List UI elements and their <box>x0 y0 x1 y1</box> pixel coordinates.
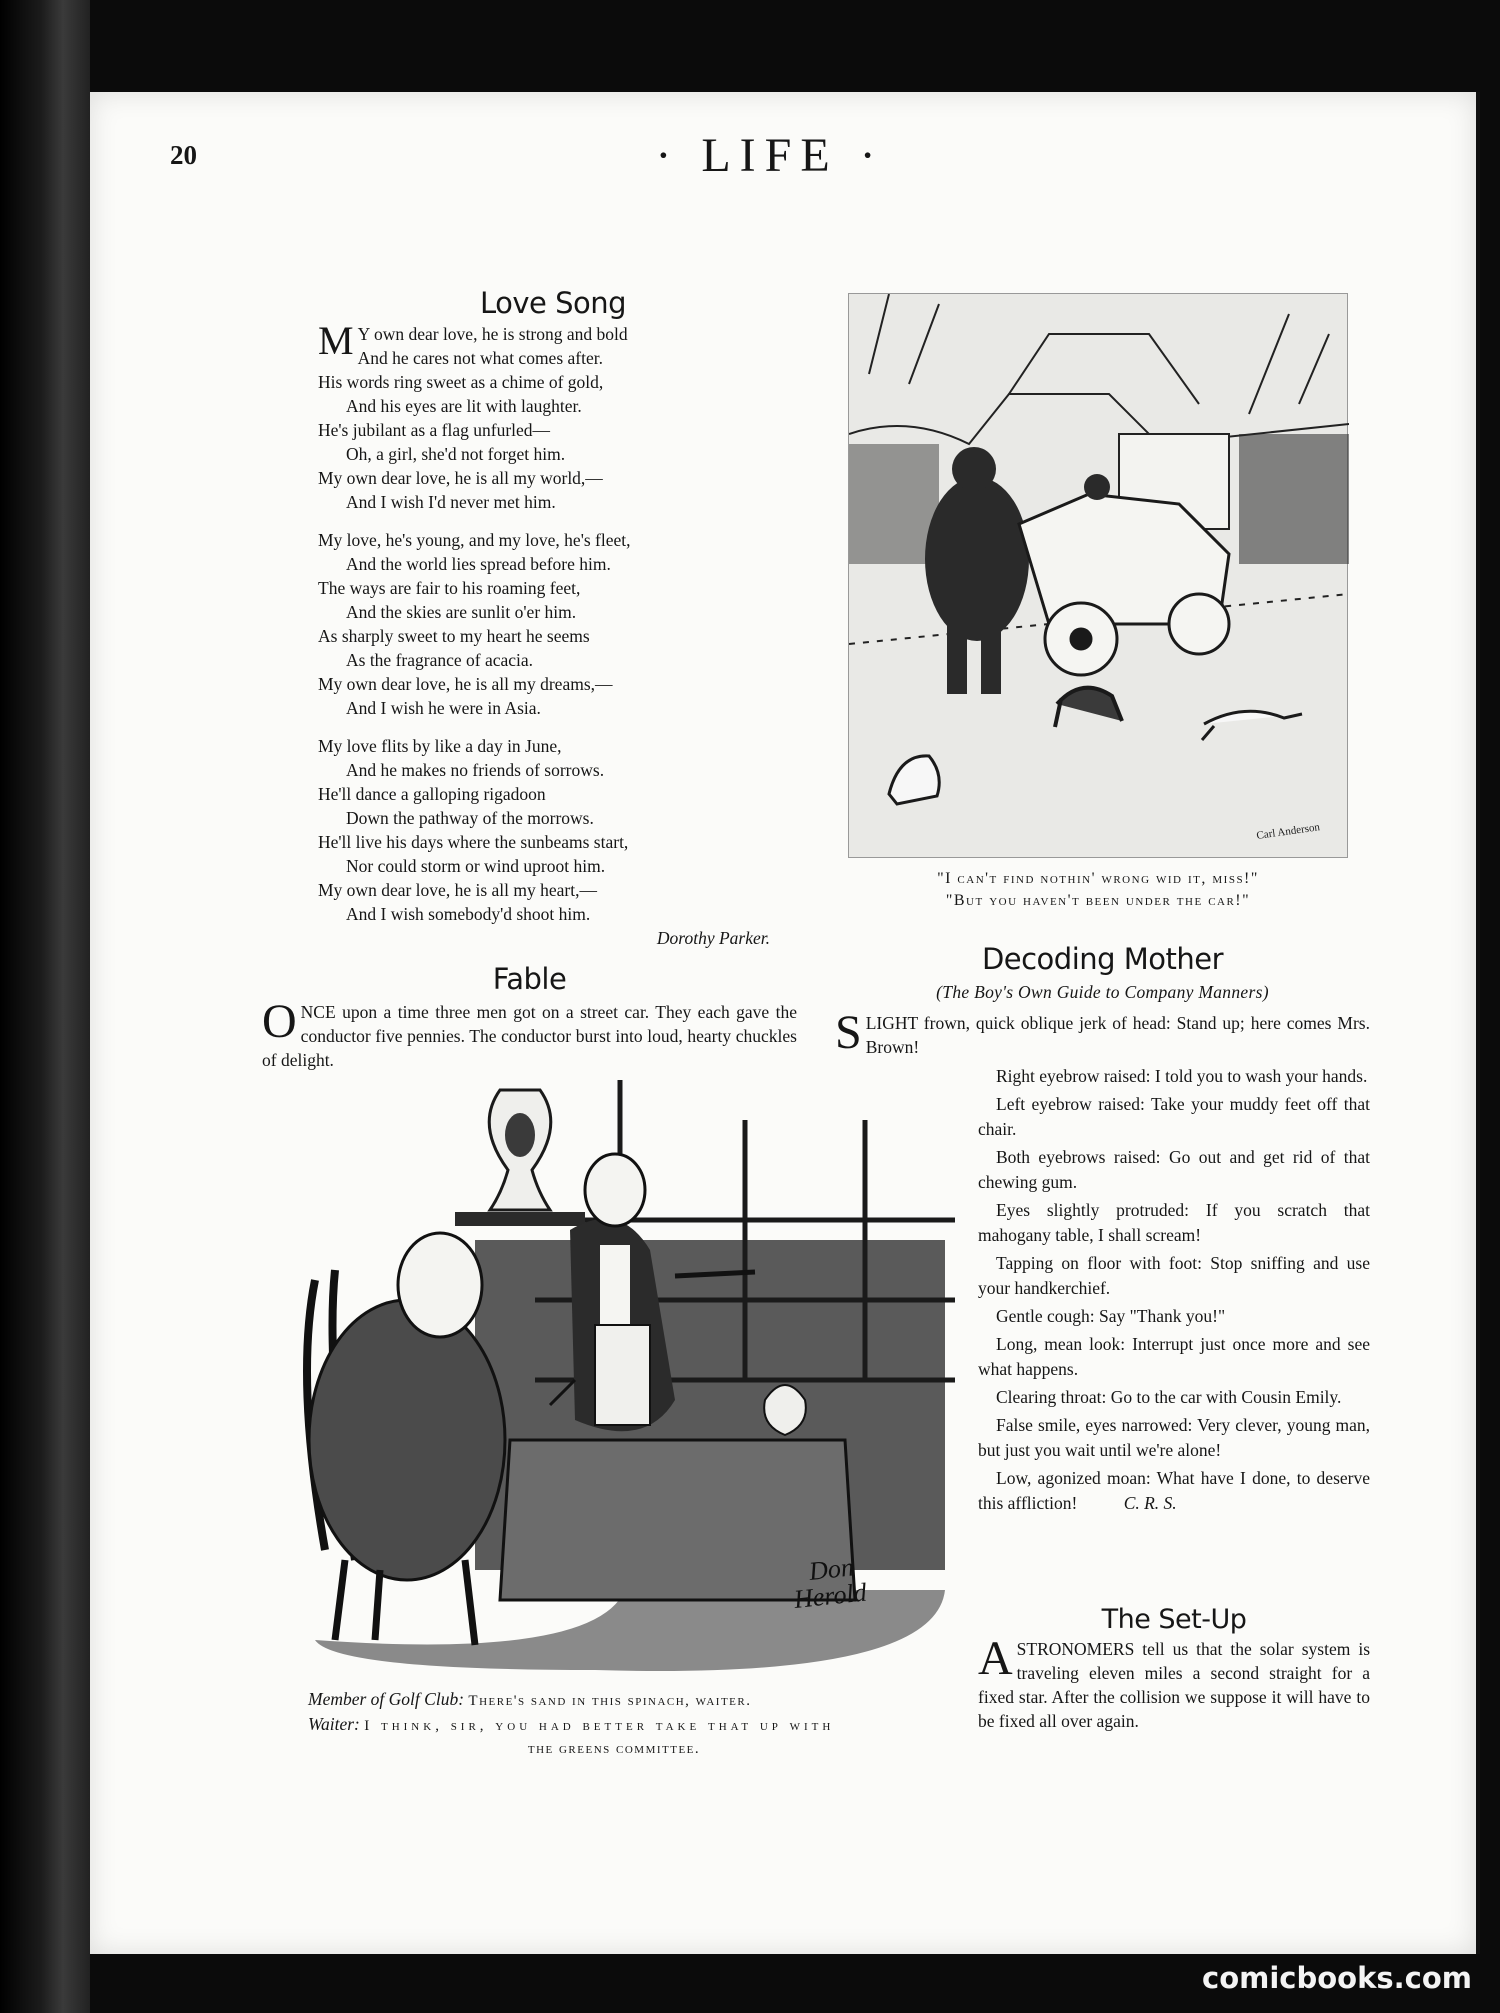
dropcap: M <box>318 318 354 363</box>
decoding-item: Long, mean look: Interrupt just once more and see what happens. <box>978 1334 1370 1379</box>
set-up-title: The Set-Up <box>1101 1604 1247 1635</box>
poem-line: My own dear love, he is all my dreams,— <box>318 674 613 694</box>
poem-line: He'll live his days where the sunbeams start, <box>318 832 629 852</box>
poem-line: And the skies are sunlit o'er him. <box>346 602 577 622</box>
fable <box>262 962 797 1072</box>
cartoon-signature: Carl Anderson <box>1255 821 1321 842</box>
decoding-intro: SLIGHT frown, quick oblique jerk of head: Stand up; here comes Mrs. Brown! <box>835 1006 1370 1059</box>
poem-line: My own dear love, he is all my heart,— <box>318 880 597 900</box>
car-caption <box>848 868 1348 912</box>
decoding-item: Right eyebrow raised: I told you to wash your hands. <box>996 1066 1368 1086</box>
set-up-text: ASTRONOMERS tell us that the solar system is traveling eleven miles a second straight for a fixed star. After the collision we suppose it will have to be fixed all over again. <box>978 1632 1370 1731</box>
poem-stanza <box>318 734 788 926</box>
dropcap: A <box>978 1632 1013 1685</box>
poem-stanza <box>318 528 788 720</box>
decoding-item: Clearing throat: Go to the car with Cousin Emily. <box>996 1387 1342 1407</box>
caption-line: Waiter: I think, sir, you had better take that up with <box>308 1714 835 1734</box>
golf-caption <box>308 1688 920 1761</box>
love-song-title: Love Song <box>479 286 627 320</box>
poem-line: And I wish he were in Asia. <box>346 698 541 718</box>
caption-line: "But you haven't been under the car!" <box>945 892 1251 909</box>
poem-line: As sharply sweet to my heart he seems <box>318 626 590 646</box>
set-up <box>978 1604 1370 1733</box>
decoding-mother-title: Decoding Mother <box>981 942 1224 976</box>
poem-line: And his eyes are lit with laughter. <box>346 396 582 416</box>
golf-illustration <box>295 1080 955 1680</box>
poem-line: His words ring sweet as a chime of gold, <box>318 372 604 392</box>
poem-line: My love flits by like a day in June, <box>318 736 562 756</box>
poem-stanza <box>318 318 788 514</box>
fable-text: ONCE upon a time three men got on a street car. They each gave the conductor five pennies. The conductor burst into loud, hearty chuckles of delight. <box>262 995 797 1070</box>
page-number: 20 <box>170 140 197 170</box>
decoding-item: Eyes slightly protruded: If you scratch that mahogany table, I shall scream! <box>978 1200 1370 1245</box>
decoding-item: Both eyebrows raised: Go out and get rid of that chewing gum. <box>978 1147 1370 1192</box>
scan-edge <box>0 0 90 2013</box>
decoding-item: Gentle cough: Say "Thank you!" <box>996 1306 1226 1326</box>
poem-line: My love, he's young, and my love, he's fleet, <box>318 530 631 550</box>
decoding-item: Tapping on floor with foot: Stop sniffing and use your handkerchief. <box>978 1253 1370 1298</box>
poem-line: And I wish I'd never met him. <box>346 492 556 512</box>
decoding-last-item: Low, agonized moan: What have I done, to deserve this affliction! C. R. S. <box>978 1468 1370 1513</box>
decoding-item: Left eyebrow raised: Take your muddy feet off that chair. <box>978 1094 1370 1139</box>
fable-title: Fable <box>492 962 567 996</box>
caption-line: Member of Golf Club: There's sand in this spinach, waiter. <box>308 1689 752 1709</box>
decoding-list <box>978 1064 1370 1463</box>
poem-author: Dorothy Parker. <box>656 928 770 948</box>
caption-speaker: Waiter: <box>308 1714 360 1734</box>
poem-line: M Y own dear love, he is strong and bold <box>318 318 628 363</box>
poem-line: He's jubilant as a flag unfurled— <box>318 420 551 440</box>
dropcap: S <box>835 1006 862 1059</box>
poem-line: And he cares not what comes after. <box>357 348 603 368</box>
poem-line: And he makes no friends of sorrows. <box>346 760 605 780</box>
love-song <box>318 286 788 949</box>
caption-line: "I can't find nothin' wrong wid it, miss!" <box>937 870 1259 887</box>
caption-speaker: Member of Golf Club: <box>308 1689 465 1709</box>
poem-line: Oh, a girl, she'd not forget him. <box>346 444 566 464</box>
car-cartoon <box>848 293 1348 858</box>
decoding-mother-subtitle: (The Boy's Own Guide to Company Manners) <box>936 982 1269 1002</box>
poem-line: And the world lies spread before him. <box>346 554 611 574</box>
poem-line: And I wish somebody'd shoot him. <box>346 904 591 924</box>
golf-cartoon <box>295 1080 955 1680</box>
poem-line: My own dear love, he is all my world,— <box>318 468 603 488</box>
dropcap: O <box>262 995 297 1048</box>
poem-line: He'll dance a galloping rigadoon <box>318 784 546 804</box>
cartoon-signature: Don <box>807 1552 856 1586</box>
poem-body <box>318 318 788 926</box>
poem-line: Nor could storm or wind uproot him. <box>346 856 606 876</box>
poem-line: As the fragrance of acacia. <box>346 650 534 670</box>
magazine-title: · LIFE · <box>655 129 885 182</box>
watermark: comicbooks.com <box>1202 1961 1472 1995</box>
caption-line: the greens committee. <box>527 1741 701 1757</box>
cartoon-signature: Herold <box>792 1577 868 1614</box>
poem-line: The ways are fair to his roaming feet, <box>318 578 581 598</box>
poem-line: Down the pathway of the morrows. <box>346 808 594 828</box>
decoding-author: C. R. S. <box>1123 1493 1177 1513</box>
decoding-item: False smile, eyes narrowed: Very clever, young man, but just you wait until we're alone! <box>978 1415 1370 1460</box>
car-illustration <box>849 294 1349 859</box>
